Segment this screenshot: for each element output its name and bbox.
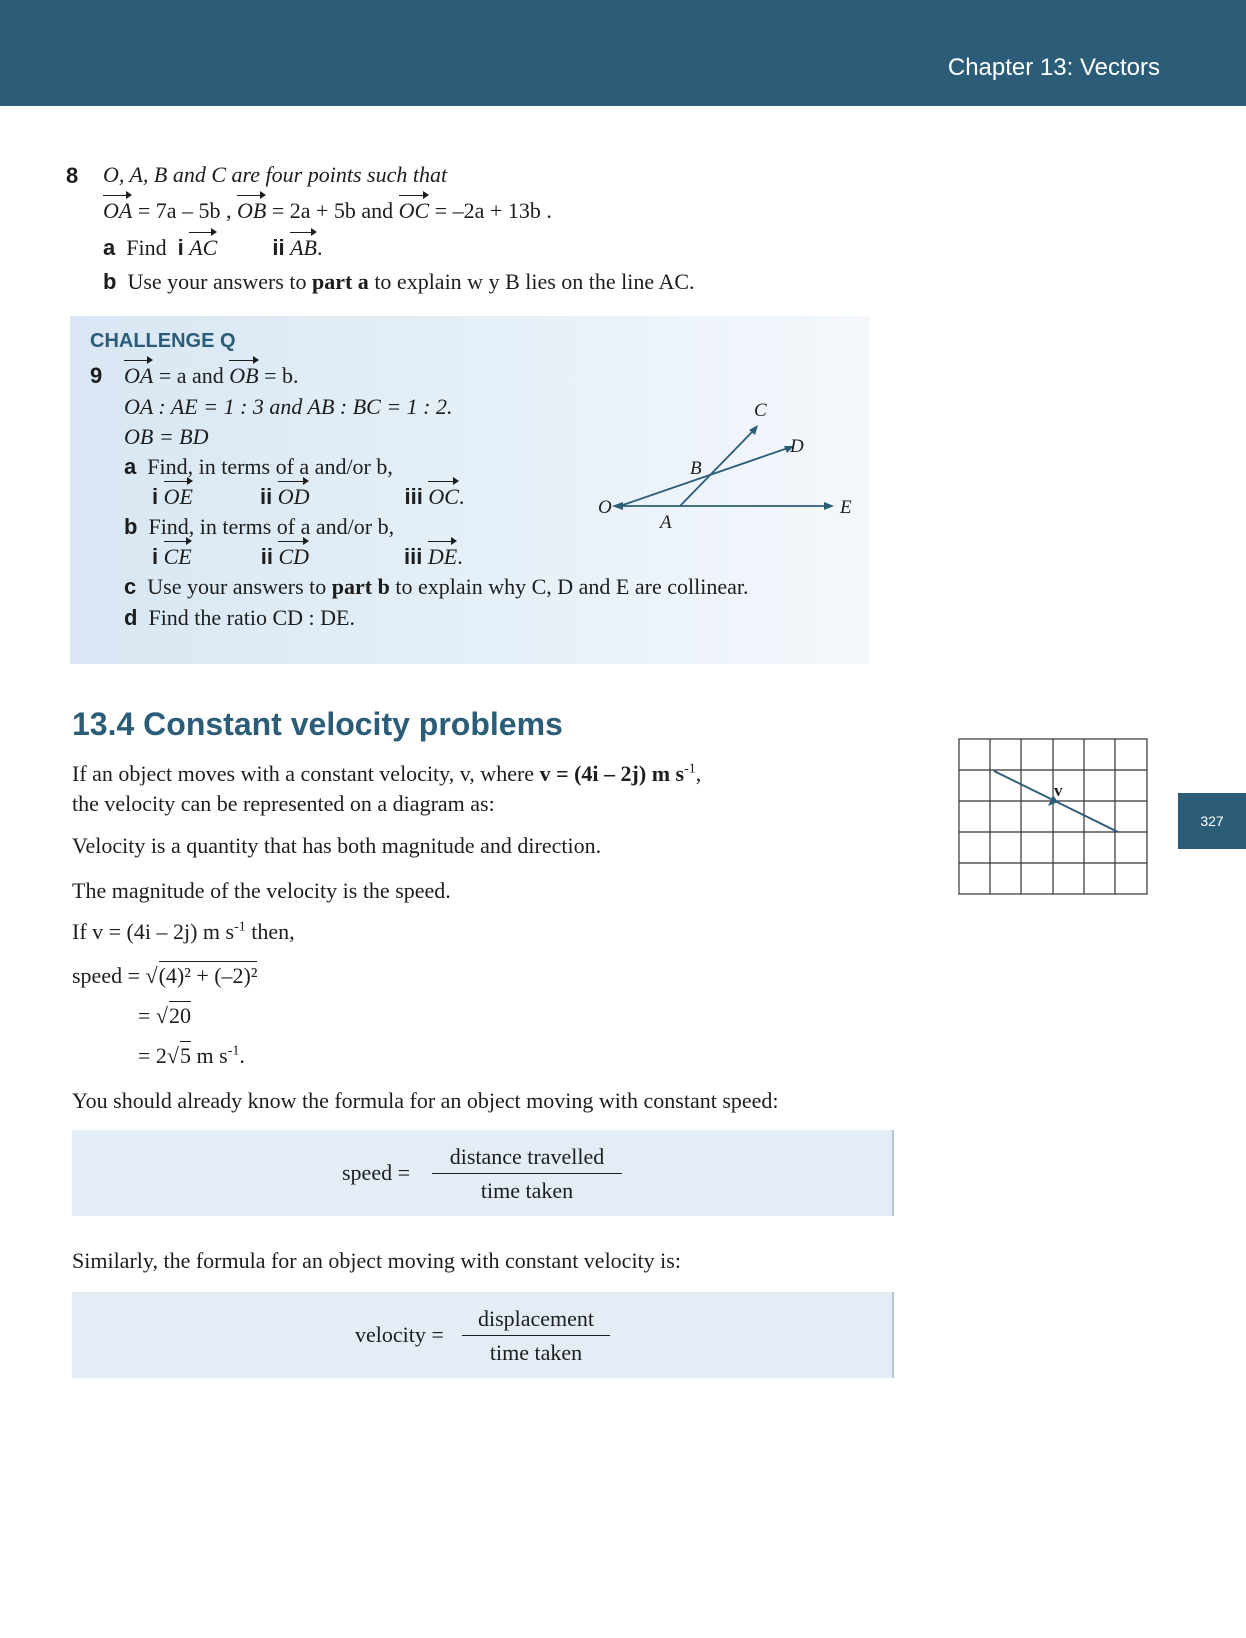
subpart-label: ii bbox=[260, 544, 273, 569]
velocity-grid-diagram bbox=[958, 738, 1150, 896]
part-text: Use your answers to bbox=[127, 269, 307, 294]
part-label: a bbox=[103, 235, 116, 260]
part-text: to explain why C, D and E are collinear. bbox=[395, 574, 749, 599]
vector-ab: AB bbox=[290, 235, 317, 260]
arrow-e bbox=[824, 502, 834, 510]
vector-ob: OB bbox=[229, 363, 259, 388]
vector-de: DE bbox=[427, 544, 458, 569]
vector-oa-value: = 7a – 5b , bbox=[137, 198, 232, 223]
chapter-header-bar bbox=[0, 0, 1246, 106]
question-9-ratio: OA : AE = 1 : 3 and AB : BC = 1 : 2. bbox=[124, 394, 453, 419]
text: = b. bbox=[264, 363, 299, 388]
vector-oa: OA bbox=[103, 198, 133, 223]
vector-ac: AC bbox=[189, 235, 218, 260]
label-o: O bbox=[598, 497, 612, 518]
vector-ob-value: = 2a + 5b and bbox=[271, 198, 394, 223]
part-label: b bbox=[103, 269, 117, 294]
text: then, bbox=[251, 919, 295, 944]
question-9-part-b-subparts: i CE ii CD iii DE. bbox=[152, 544, 463, 569]
vector-oa: OA bbox=[124, 363, 154, 388]
geometry-diagram bbox=[590, 396, 870, 536]
text: = bbox=[138, 1003, 156, 1028]
arrow-o bbox=[612, 502, 623, 510]
chapter-title: Chapter 13: Vectors bbox=[947, 54, 1160, 81]
section-title: 13.4 Constant velocity problems bbox=[72, 706, 563, 742]
part-reference: part b bbox=[331, 574, 390, 599]
denominator: time taken bbox=[480, 1178, 574, 1203]
part-text: Use your answers to bbox=[147, 574, 327, 599]
part-label: c bbox=[124, 574, 137, 599]
part-text: Find, in terms of a and/or b, bbox=[148, 514, 395, 539]
line-od bbox=[620, 448, 788, 506]
paragraph-5: You should already know the formula for an object moving with constant speed: bbox=[72, 1088, 779, 1113]
paragraph-4 bbox=[72, 919, 295, 945]
sqrt-icon: √ bbox=[155, 1003, 168, 1028]
question-8-number: 8 bbox=[66, 163, 79, 188]
part-text: Find, in terms of a and/or b, bbox=[147, 454, 393, 479]
velocity-expression: v = (4i – 2j) m s bbox=[539, 761, 685, 786]
page-number-tab: 327 bbox=[1178, 793, 1246, 849]
formula-speed-label: speed = bbox=[342, 1160, 410, 1185]
radicand: (4)² + (–2)² bbox=[158, 963, 258, 988]
paragraph-3: The magnitude of the velocity is the speed. bbox=[72, 878, 451, 903]
formula-velocity-fraction bbox=[462, 1306, 610, 1366]
subpart-label: ii bbox=[272, 235, 285, 260]
question-8-vectors bbox=[103, 198, 552, 224]
vector-ob: OB bbox=[237, 198, 267, 223]
part-text: Find bbox=[126, 235, 167, 260]
part-text: to explain w y B lies on the line AC. bbox=[374, 269, 695, 294]
numerator: distance travelled bbox=[432, 1144, 622, 1174]
radicand: 20 bbox=[169, 1003, 191, 1028]
question-9-number: 9 bbox=[90, 363, 103, 388]
part-label: b bbox=[124, 514, 138, 539]
part-label: d bbox=[124, 605, 138, 630]
question-9-part-d bbox=[124, 605, 355, 631]
radicand: 5 bbox=[180, 1043, 191, 1068]
question-9-line1 bbox=[124, 363, 299, 389]
speed-equation-line-2 bbox=[138, 1001, 191, 1029]
velocity-label: v bbox=[1054, 781, 1063, 800]
denominator: time taken bbox=[489, 1340, 583, 1365]
subpart-label: i bbox=[152, 544, 159, 569]
question-9-part-b bbox=[124, 514, 394, 540]
vector-ce: CE bbox=[163, 544, 192, 569]
label-b: B bbox=[690, 458, 702, 479]
numerator: displacement bbox=[462, 1306, 610, 1336]
paragraph-1-line-2: the velocity can be represented on a diagram as: bbox=[72, 791, 495, 816]
question-9-part-a-subparts: i OE ii OD iii OC. bbox=[152, 484, 465, 509]
label-c: C bbox=[754, 400, 767, 421]
speed-equation-line-3: = 2√5 m $s^{-1}$. bbox=[138, 1043, 245, 1068]
part-label: a bbox=[124, 454, 137, 479]
superscript: -1 bbox=[234, 919, 246, 935]
part-text: Find the ratio CD : DE. bbox=[148, 605, 355, 630]
text: = 2 bbox=[138, 1043, 167, 1068]
vector-oe: OE bbox=[163, 484, 193, 509]
formula-speed-fraction bbox=[432, 1144, 622, 1204]
superscript: -1 bbox=[684, 761, 696, 777]
formula-velocity-label: velocity = bbox=[355, 1322, 444, 1347]
vector-oc: OC bbox=[428, 484, 459, 509]
question-8-intro: O, A, B and C are four points such that bbox=[103, 162, 448, 187]
vector-oc: OC bbox=[398, 198, 430, 223]
label-e: E bbox=[840, 497, 852, 518]
part-reference: part a bbox=[311, 269, 369, 294]
question-9-part-a bbox=[124, 454, 393, 480]
text: speed = bbox=[72, 963, 140, 988]
question-8-part-a: a Find i AC ii AB. bbox=[103, 235, 323, 260]
subpart-label: iii bbox=[404, 544, 423, 569]
paragraph-6: Similarly, the formula for an object moving with constant velocity is: bbox=[72, 1248, 681, 1273]
superscript: -1 bbox=[227, 1043, 240, 1059]
paragraph-2: Velocity is a quantity that has both magnitude and direction. bbox=[72, 833, 602, 858]
challenge-title: CHALLENGE Q bbox=[90, 330, 236, 352]
vector-oc-value: = –2a + 13b . bbox=[434, 198, 552, 223]
label-d: D bbox=[790, 436, 804, 457]
question-9-equality: OB = BD bbox=[124, 424, 209, 449]
label-a: A bbox=[660, 512, 672, 533]
subpart-label: ii bbox=[259, 484, 273, 509]
sqrt-icon: √ bbox=[166, 1043, 179, 1068]
sqrt-icon: √ bbox=[145, 963, 158, 988]
vector-od: OD bbox=[277, 484, 310, 509]
speed-equation-line-1 bbox=[72, 961, 257, 989]
question-8-part-b bbox=[103, 269, 695, 295]
subpart-label: i bbox=[177, 235, 184, 260]
vector-cd: CD bbox=[278, 544, 310, 569]
paragraph-1-line-1: If an object moves with a constant velocity, v, where v = (4i – 2j) m $s^{-1}$, bbox=[72, 761, 702, 786]
text: If v = (4i – 2j) m s bbox=[72, 919, 235, 944]
subpart-label: iii bbox=[404, 484, 423, 509]
subpart-label: i bbox=[152, 484, 159, 509]
question-9-part-c bbox=[124, 574, 748, 600]
text: = a and bbox=[158, 363, 224, 388]
unit: m s bbox=[196, 1043, 228, 1068]
text: If an object moves with a constant velocity, v, where bbox=[72, 761, 535, 786]
